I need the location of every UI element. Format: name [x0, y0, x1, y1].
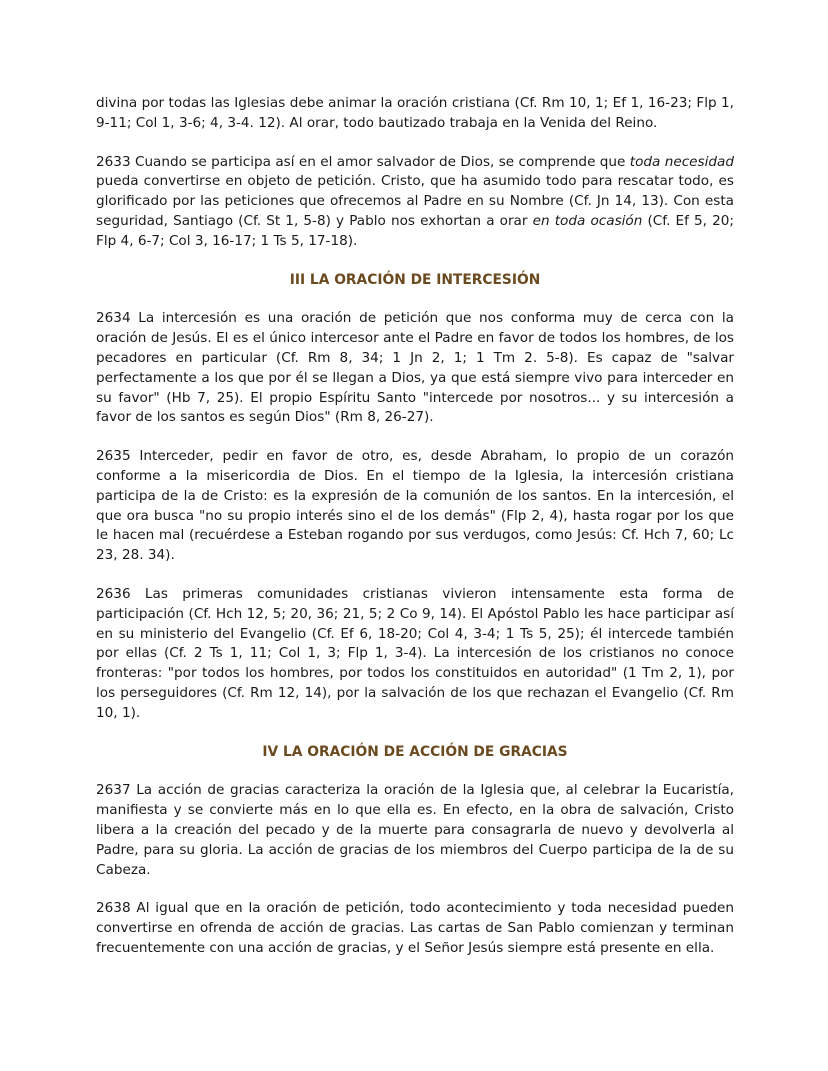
- paragraph-text: 2635 Interceder, pedir en favor de otro, es, desde Abraham, lo propio de un corazón conforme a la misericordia de Dios. En el tiempo de la Iglesia, la intercesión cristiana participa de la de Cristo: es la expresión de la comunión de los santos. En la intercesión, el que ora busca "no su propio interés sino el de los demás" (Flp 2, 4), hasta rogar por los que le hacen mal (recuérdese a Esteban rogando por sus verdugos, como Jesús: Cf. Hch 7, 60; Lc 23, 28. 34).: [96, 448, 734, 564]
- paragraph: [96, 94, 734, 134]
- section-heading: III LA ORACIÓN DE INTERCESIÓN: [289, 271, 541, 288]
- paragraph: [96, 899, 734, 958]
- paragraph-text: 2638 Al igual que en la oración de petición, todo acontecimiento y toda necesidad pueden convertirse en ofrenda de acción de gracias. Las cartas de San Pablo comienzan y terminan frecuentemente con una acción de gracias, y el Señor Jesús siempre está presente en ella.: [96, 900, 734, 956]
- paragraph-text: 2637 La acción de gracias caracteriza la oración de la Iglesia que, al celebrar la Eucaristía, manifiesta y se convierte más en lo que ella es. En efecto, en la obra de salvación, Cristo libera a la creación del pecado y de la muerte para consagrarla de nuevo y devolverla al Padre, para su gloria. La acción de gracias de los miembros del Cuerpo participa de la de su Cabeza.: [96, 782, 734, 878]
- paragraph: [96, 585, 734, 724]
- paragraph-text: (Cf. Ef 5, 20; Flp 4, 6-7; Col 3, 16-17; 1 Ts 5, 17-18).: [96, 212, 734, 249]
- italic-text: toda necesidad: [629, 153, 734, 170]
- paragraph: [96, 447, 734, 566]
- paragraph-text: pueda convertirse en objeto de petición. Cristo, que ha asumido todo para rescatar todo, es glorificado por las peticiones que ofrecemos al Padre en su Nombre (Cf. Jn 14, 13). Con esta seguridad, Santiago (Cf. St 1, 5-8) y Pablo nos exhortan a orar: [96, 173, 734, 229]
- paragraph: [96, 781, 734, 880]
- paragraph: [96, 309, 734, 428]
- paragraph: [96, 153, 734, 252]
- italic-text: en toda ocasión: [532, 212, 643, 229]
- document-page: [96, 94, 734, 978]
- section-heading: IV LA ORACIÓN DE ACCIÓN DE GRACIAS: [262, 743, 568, 760]
- paragraph-text: 2634 La intercesión es una oración de petición que nos conforma muy de cerca con la oración de Jesús. El es el único intercesor ante el Padre en favor de todos los hombres, de los pecadores en particular (Cf. Rm 8, 34; 1 Jn 2, 1; 1 Tm 2. 5-8). Es capaz de "salvar perfectamente a los que por él se llegan a Dios, ya que está siempre vivo para interceder en su favor" (Hb 7, 25). El propio Espíritu Santo "intercede por nosotros... y su intercesión a favor de los santos es según Dios" (Rm 8, 26-27).: [96, 310, 734, 426]
- paragraph-text: divina por todas las Iglesias debe animar la oración cristiana (Cf. Rm 10, 1; Ef 1, 16-23; Flp 1, 9-11; Col 1, 3-6; 4, 3-4. 12). Al orar, todo bautizado trabaja en la Venida del Reino.: [96, 95, 734, 131]
- paragraph-text: 2633 Cuando se participa así en el amor salvador de Dios, se comprende que: [96, 153, 630, 170]
- paragraph-text: 2636 Las primeras comunidades cristianas vivieron intensamente esta forma de participación (Cf. Hch 12, 5; 20, 36; 21, 5; 2 Co 9, 14). El Apóstol Pablo les hace participar así en su ministerio del Evangelio (Cf. Ef 6, 18-20; Col 4, 3-4; 1 Ts 5, 25); él intercede también por ellas (Cf. 2 Ts 1, 11; Col 1, 3; Flp 1, 3-4). La intercesión de los cristianos no conoce fronteras: "por todos los hombres, por todos los constituidos en autoridad" (1 Tm 2, 1), por los perseguidores (Cf. Rm 12, 14), por la salvación de los que rechazan el Evangelio (Cf. Rm 10, 1).: [96, 585, 734, 721]
